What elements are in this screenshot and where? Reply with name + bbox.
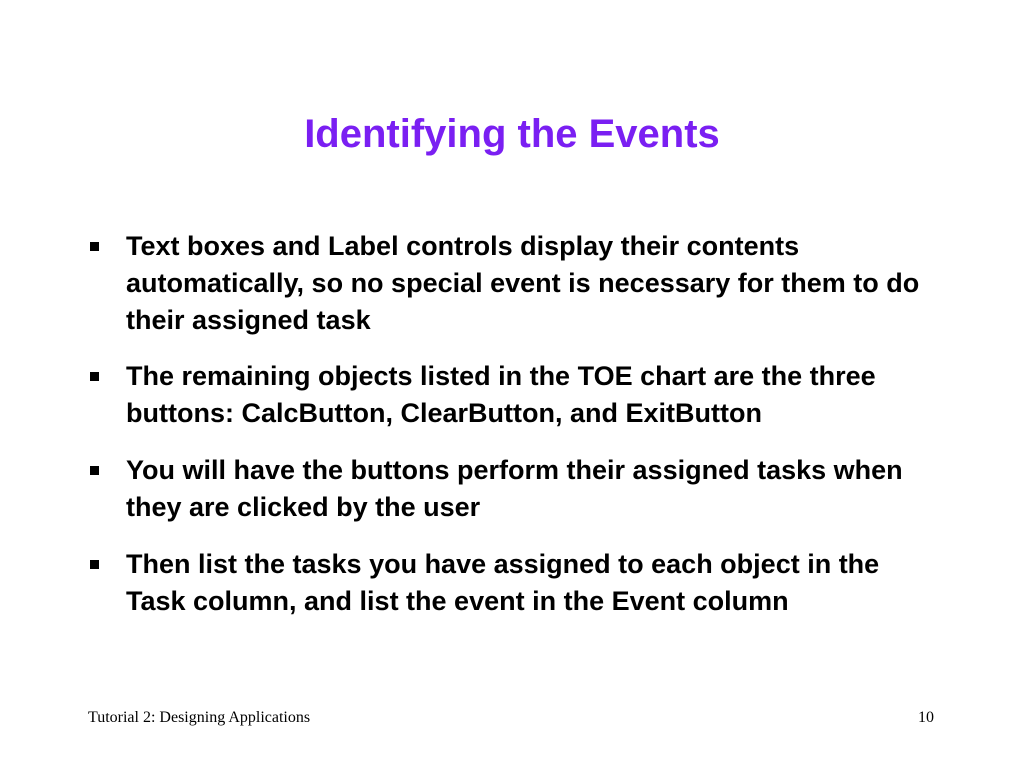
square-bullet-icon [90, 466, 99, 475]
slide-title: Identifying the Events [304, 112, 720, 156]
bullet-text: The remaining objects listed in the TOE chart are the three buttons: CalcButton, ClearButton, and ExitButton [126, 361, 876, 428]
square-bullet-icon [90, 242, 99, 251]
square-bullet-icon [90, 372, 99, 381]
square-bullet-icon [90, 560, 99, 569]
bullet-text: Text boxes and Label controls display their contents automatically, so no special event is necessary for them to do their assigned task [126, 231, 920, 335]
bullet-list [88, 228, 938, 640]
bullet-item [88, 228, 938, 339]
bullet-item [88, 452, 938, 526]
bullet-text: Then list the tasks you have assigned to each object in the Task column, and list the event in the Event column [126, 549, 880, 616]
bullet-item [88, 358, 938, 432]
bullet-item [88, 546, 938, 620]
page-number: 10 [918, 709, 934, 726]
footer-title: Tutorial 2: Designing Applications [88, 709, 311, 726]
bullet-text: You will have the buttons perform their assigned tasks when they are clicked by the user [126, 455, 903, 522]
